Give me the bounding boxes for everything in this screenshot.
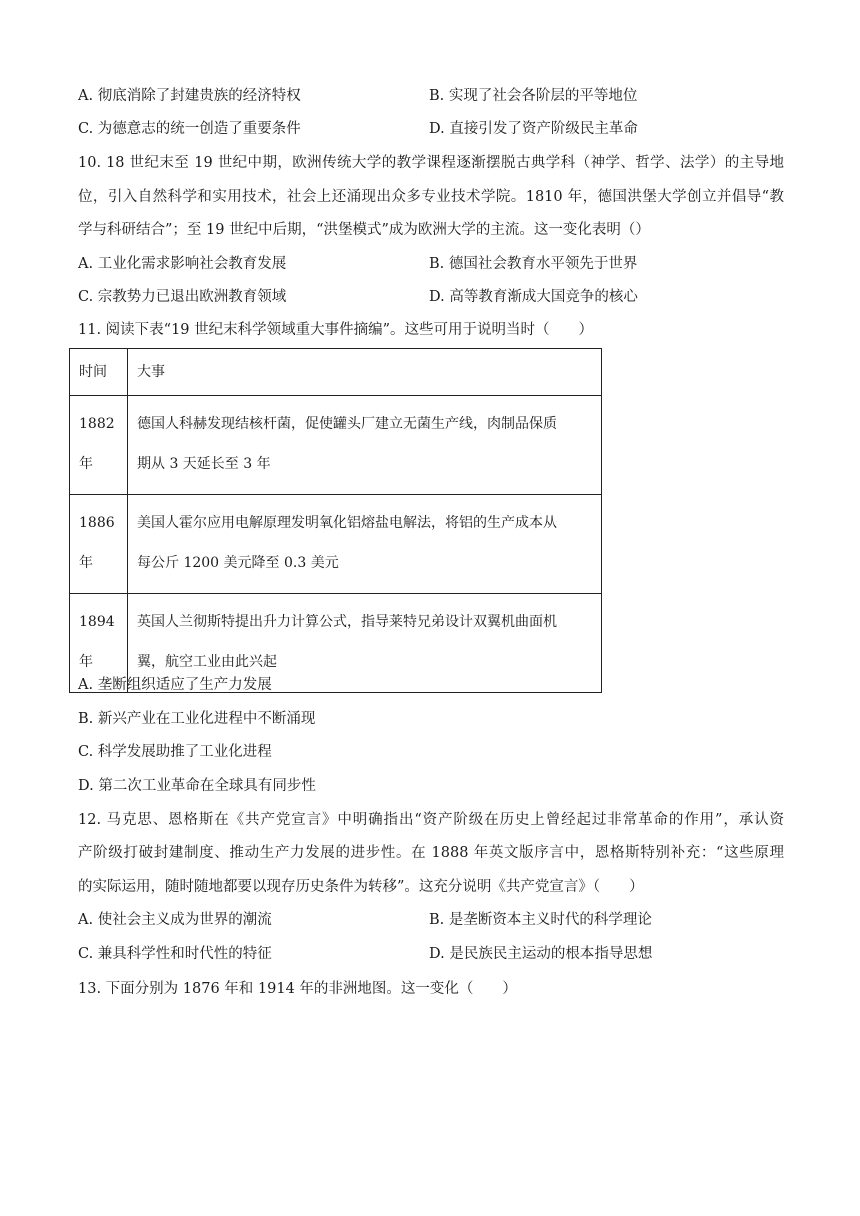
q10-option-b[interactable]: B. 德国社会教育水平领先于世界 <box>429 256 638 272</box>
q10-stem-line-1: 10. 18 世纪末至 19 世纪中期，欧洲传统大学的教学课程逐渐摆脱古典学科（神学、哲学、法学）的主导地 <box>78 155 784 171</box>
q10-options-row-1 <box>78 254 784 274</box>
q9-options-row-2 <box>78 119 784 139</box>
q11-events-table <box>69 348 602 693</box>
year-line: 年 <box>79 654 93 670</box>
table-header-row <box>70 349 602 396</box>
q12-option-c[interactable]: C. 兼具科学性和时代性的特征 <box>78 946 272 962</box>
event-line: 英国人兰彻斯特提出升力计算公式，指导莱特兄弟设计双翼机曲面机 <box>137 614 557 630</box>
year-line: 年 <box>79 456 93 472</box>
table-row <box>70 396 602 495</box>
table-cell-event <box>128 396 602 495</box>
q10-stem-line-2: 位，引入自然科学和实用技术，社会上还涌现出众多专业技术学院。1810 年，德国洪堡大学创立并倡导“教 <box>78 189 784 205</box>
year-line: 1886 <box>79 515 115 531</box>
q11-option-c[interactable]: C. 科学发展助推了工业化进程 <box>78 744 272 760</box>
q12-option-a[interactable]: A. 使社会主义成为世界的潮流 <box>78 912 272 928</box>
event-line: 德国人科赫发现结核杆菌，促使罐头厂建立无菌生产线，肉制品保质 <box>137 416 557 432</box>
event-line: 期从 3 天延长至 3 年 <box>137 456 271 472</box>
year-line: 1882 <box>79 416 115 432</box>
q10-option-c[interactable]: C. 宗教势力已退出欧洲教育领域 <box>78 289 287 305</box>
table-cell-year <box>70 396 128 495</box>
q12-option-b[interactable]: B. 是垄断资本主义时代的科学理论 <box>429 912 652 928</box>
q10-option-a[interactable]: A. 工业化需求影响社会教育发展 <box>78 256 287 272</box>
event-line: 翼，航空工业由此兴起 <box>137 654 277 670</box>
q13-stem: 13. 下面分别为 1876 年和 1914 年的非洲地图。这一变化（ ） <box>78 981 517 997</box>
table-header-time: 时间 <box>70 349 128 396</box>
q10-options-row-2 <box>78 287 784 307</box>
q12-stem-line-2: 产阶级打破封建制度、推动生产力发展的进步性。在 1888 年英文版序言中，恩格斯特别补充：“这些原理 <box>78 845 784 861</box>
table-header-event: 大事 <box>128 349 602 396</box>
event-line: 美国人霍尔应用电解原理发明氧化铝熔盐电解法，将铝的生产成本从 <box>137 515 557 531</box>
q11-option-a[interactable]: A. 垄断组织适应了生产力发展 <box>78 677 272 693</box>
q12-options-row-1 <box>78 910 784 930</box>
q9-option-c[interactable]: C. 为德意志的统一创造了重要条件 <box>78 121 301 137</box>
year-line: 年 <box>79 555 93 571</box>
q9-option-a[interactable]: A. 彻底消除了封建贵族的经济特权 <box>78 88 301 104</box>
q12-stem-line-3: 的实际运用，随时随地都要以现存历史条件为转移”。这充分说明《共产党宣言》（ ） <box>78 879 644 895</box>
event-line: 每公斤 1200 美元降至 0.3 美元 <box>137 555 339 571</box>
q9-option-b[interactable]: B. 实现了社会各阶层的平等地位 <box>429 88 638 104</box>
q10-option-d[interactable]: D. 高等教育渐成大国竞争的核心 <box>429 289 638 305</box>
year-line: 1894 <box>79 614 115 630</box>
table-row <box>70 495 602 594</box>
q11-stem: 11. 阅读下表“19 世纪末科学领域重大事件摘编”。这些可用于说明当时（ ） <box>78 322 594 338</box>
q12-options-row-2 <box>78 944 784 964</box>
table-cell-event <box>128 495 602 594</box>
q12-option-d[interactable]: D. 是民族民主运动的根本指导思想 <box>429 946 653 962</box>
table-cell-year <box>70 495 128 594</box>
q12-stem-line-1: 12. 马克思、恩格斯在《共产党宣言》中明确指出“资产阶级在历史上曾经起过非常革命的作用”，承认资 <box>78 812 784 828</box>
q11-option-d[interactable]: D. 第二次工业革命在全球具有同步性 <box>78 778 316 794</box>
q11-option-b[interactable]: B. 新兴产业在工业化进程中不断涌现 <box>78 711 316 727</box>
q9-option-d[interactable]: D. 直接引发了资产阶级民主革命 <box>429 121 638 137</box>
q10-stem-line-3: 学与科研结合”；至 19 世纪中后期，“洪堡模式”成为欧洲大学的主流。这一变化表明（） <box>78 222 650 238</box>
q9-options-row-1 <box>78 86 784 106</box>
